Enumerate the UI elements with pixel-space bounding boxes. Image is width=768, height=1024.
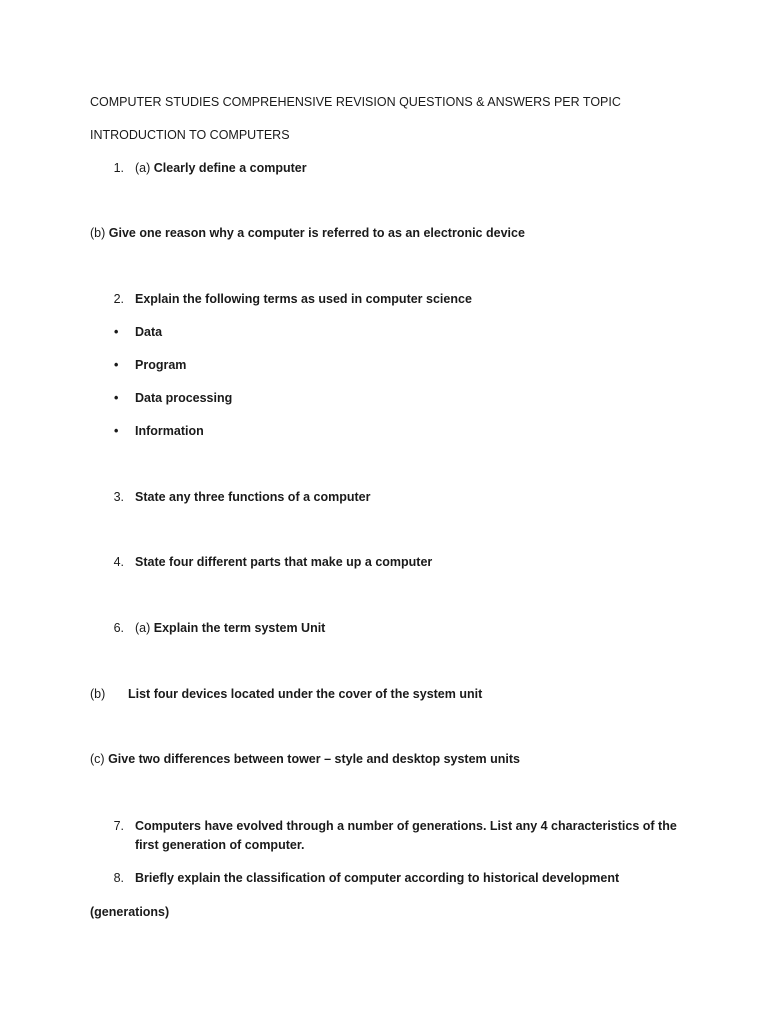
topic-heading: INTRODUCTION TO COMPUTERS [90,128,290,142]
question-number: 4. [113,555,124,569]
question-6c [90,751,520,767]
question-number: 8. [113,871,124,885]
question-6a [135,620,325,636]
question-6b: List four devices located under the cover of the system unit [128,687,483,701]
part-label: (a) [135,161,151,175]
part-label: (c) [90,752,105,766]
part-label: (a) [135,621,151,635]
bullet-icon: • [114,358,119,372]
question-1a [135,160,307,176]
term-item: Program [135,358,187,372]
bullet-icon: • [114,325,119,339]
question-text: Give one reason why a computer is referred to as an electronic device [108,226,525,240]
question-1b [90,225,525,241]
question-text: Give two differences between tower – style and desktop system units [108,752,520,766]
question-8-line1: Briefly explain the classification of computer according to historical development [135,871,620,885]
question-7-line2: first generation of computer. [135,838,305,852]
question-number: 3. [113,490,124,504]
question-8-line2: (generations) [90,905,170,919]
part-label: (b) [90,226,106,240]
bullet-icon: • [114,391,119,405]
question-number: 1. [113,161,124,175]
document-title: COMPUTER STUDIES COMPREHENSIVE REVISION QUESTIONS & ANSWERS PER TOPIC [90,95,621,109]
question-text: Clearly define a computer [153,161,307,175]
question-4: State four different parts that make up a computer [135,555,433,569]
term-item: Information [135,424,204,438]
question-7-line1: Computers have evolved through a number of generations. List any 4 characteristics of the [135,819,677,833]
question-number: 6. [113,621,124,635]
question-3: State any three functions of a computer [135,490,371,504]
question-number: 2. [113,292,124,306]
question-number: 7. [113,819,124,833]
part-label: (b) [90,687,106,701]
term-item: Data [135,325,163,339]
question-2: Explain the following terms as used in computer science [135,292,472,306]
term-item: Data processing [135,391,233,405]
question-text: Explain the term system Unit [153,621,326,635]
bullet-icon: • [114,424,119,438]
